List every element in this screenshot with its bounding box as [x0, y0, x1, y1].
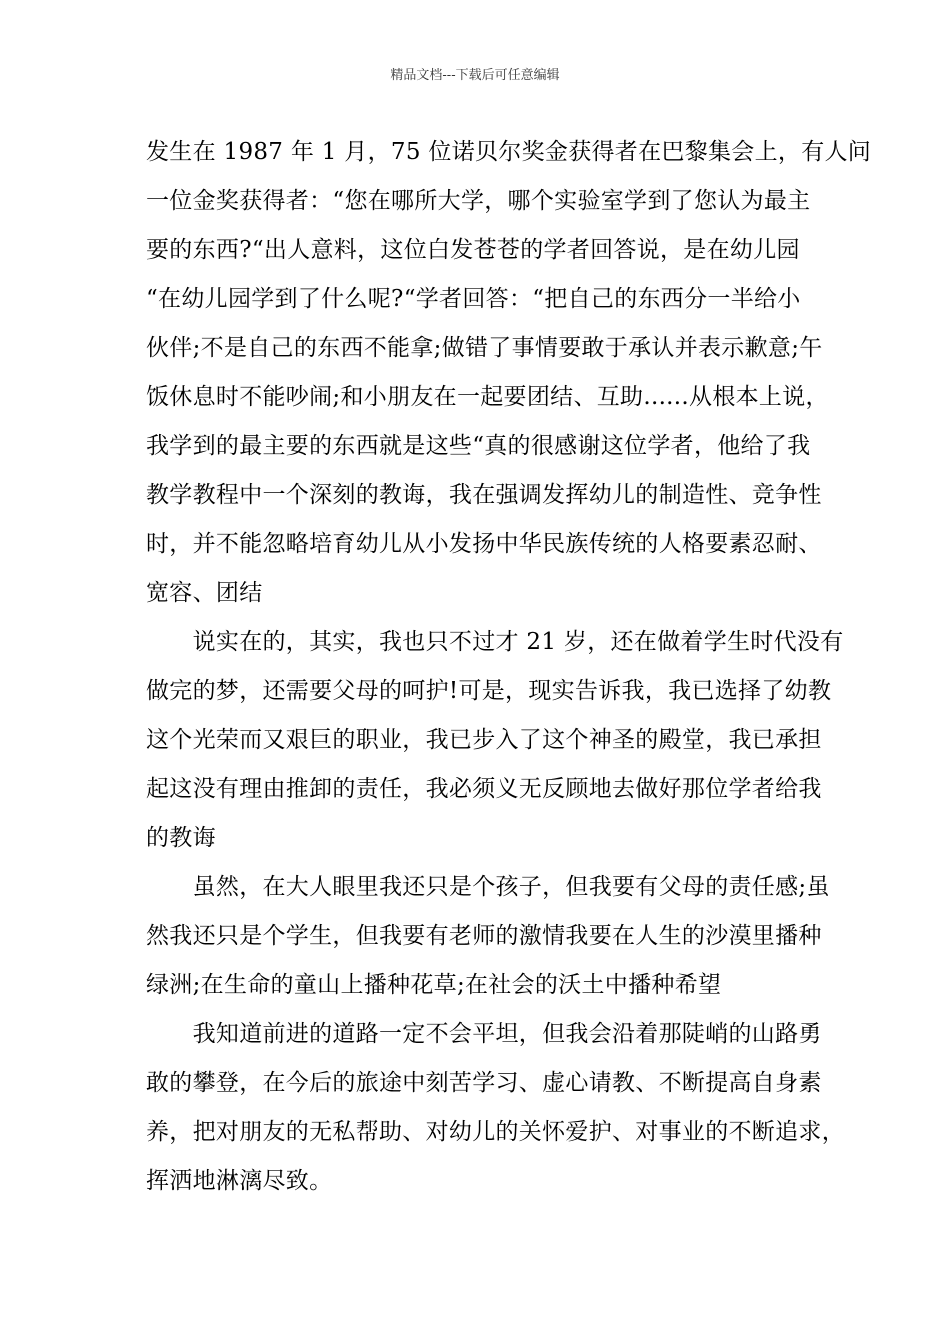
text-line: 绿洲;在生命的童山上播种花草;在社会的沃土中播种希望 — [146, 972, 722, 998]
text-line: 我学到的最主要的东西就是这些“真的很感谢这位学者，他给了我 — [146, 433, 811, 459]
text-line: 养，把对朋友的无私帮助、对幼儿的关怀爱护、对事业的不断追求， — [146, 1119, 845, 1145]
text-line: 饭休息时不能吵闹;和小朋友在一起要团结、互助......从根本上说， — [146, 384, 829, 410]
text-line: 要的东西?“出人意料，这位白发苍苍的学者回答说，是在幼儿园 — [146, 237, 800, 263]
text-line: 宽容、团结 — [146, 580, 263, 606]
text-line: 教学教程中一个深刻的教诲，我在强调发挥幼儿的制造性、竞争性 — [146, 482, 822, 508]
text-line: 说实在的，其实，我也只不过才 21 岁，还在做着学生时代没有 — [146, 629, 844, 655]
document-body — [146, 134, 872, 1212]
text-line: 起这没有理由推卸的责任，我必须义无反顾地去做好那位学者给我 — [146, 776, 822, 802]
text-line: 的教诲 — [146, 825, 216, 851]
text-line: 虽然，在大人眼里我还只是个孩子，但我要有父母的责任感;虽 — [146, 874, 830, 900]
text-line: 做完的梦，还需要父母的呵护!可是，现实告诉我，我已选择了幼教 — [146, 678, 832, 704]
text-line: “在幼儿园学到了什么呢?“学者回答：“把自己的东西分一半给小 — [146, 286, 801, 312]
text-line: 时，并不能忽略培育幼儿从小发扬中华民族传统的人格要素忍耐、 — [146, 531, 822, 557]
text-line: 发生在 1987 年 1 月，75 位诺贝尔奖金获得者在巴黎集会上，有人问 — [146, 139, 872, 165]
page-header: 精品文档---下载后可任意编辑 — [390, 68, 560, 83]
text-line: 敢的攀登，在今后的旅途中刻苦学习、虚心请教、不断提高自身素 — [146, 1070, 822, 1096]
text-line: 然我还只是个学生，但我要有老师的激情我要在人生的沙漠里播种 — [146, 923, 822, 949]
text-line: 一位金奖获得者：“您在哪所大学，哪个实验室学到了您认为最主 — [146, 188, 811, 214]
text-line: 伙伴;不是自己的东西不能拿;做错了事情要敢于承认并表示歉意;午 — [146, 335, 823, 361]
text-line: 这个光荣而又艰巨的职业，我已步入了这个神圣的殿堂，我已承担 — [146, 727, 822, 753]
text-line: 挥洒地淋漓尽致。 — [146, 1168, 333, 1194]
text-line: 我知道前进的道路一定不会平坦，但我会沿着那陡峭的山路勇 — [146, 1021, 822, 1047]
